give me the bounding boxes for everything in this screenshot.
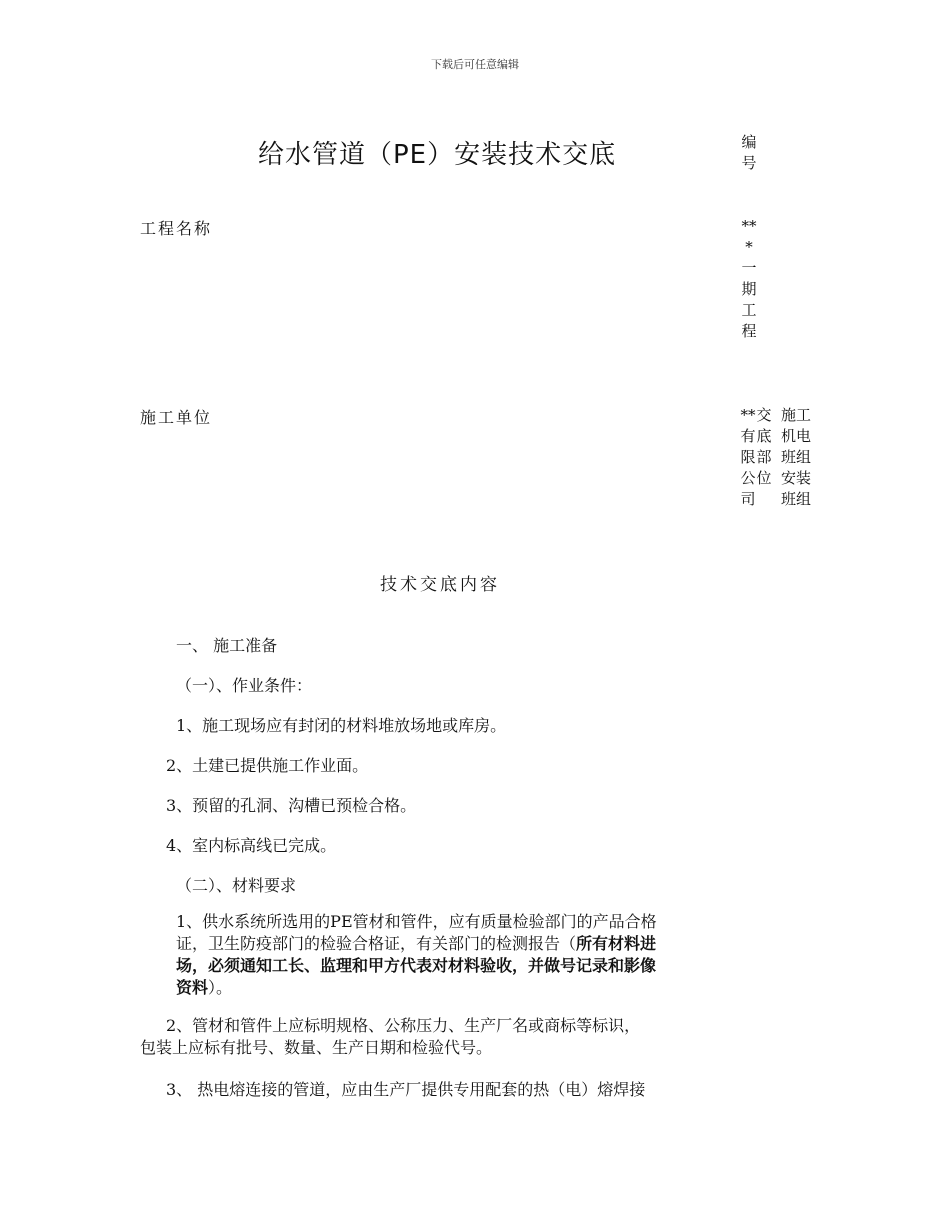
condition-item-4: 4、室内标高线已完成。 — [166, 836, 337, 855]
condition-item-3: 3、预留的孔洞、沟槽已预检合格。 — [166, 796, 417, 815]
material-item-1-line-3: 场，必须通知工长、监理和甲方代表对材料验收，并做号记录和影像 — [176, 956, 657, 975]
page-header-note: 下载后可任意编辑 — [431, 58, 519, 71]
number-label: 编号 — [741, 133, 757, 172]
material-item-2-line-1: 2、管材和管件上应标明规格、公称压力、生产厂名或商标等标识， — [166, 1016, 641, 1035]
sub-heading-conditions: （一）、作业条件： — [176, 676, 313, 695]
project-name-value: ***一期工程 — [741, 217, 757, 340]
material-item-1-line-4: 资料）。 — [176, 978, 233, 997]
section-title: 技术交底内容 — [380, 575, 500, 595]
sub-heading-materials: （二）、材料要求 — [176, 876, 297, 895]
material-item-1-line-2: 证，卫生防疫部门的检验合格证，有关部门的检测报告（所有材料进 — [176, 934, 657, 953]
project-name-label: 工程名称 — [140, 219, 213, 238]
disclosure-part-value: 交底部位 — [756, 406, 772, 487]
material-item-1-line-1: 1、供水系统所选用的PE管材和管件，应有质量检验部门的产品合格 — [176, 912, 657, 931]
part-heading-1: 一、 施工准备 — [176, 636, 278, 655]
construction-unit-value: **有限公司 — [740, 406, 756, 508]
construction-unit-label: 施工单位 — [140, 408, 213, 427]
material-item-3: 3、 热电熔连接的管道，应由生产厂提供专用配套的热（电）熔焊接 — [166, 1080, 646, 1099]
condition-item-2: 2、土建已提供施工作业面。 — [166, 756, 369, 775]
material-item-1 — [176, 911, 746, 999]
material-item-2 — [140, 1015, 740, 1059]
condition-item-1: 1、施工现场应有封闭的材料堆放场地或库房。 — [176, 716, 507, 735]
document-title: 给水管道（PE）安装技术交底 — [258, 140, 617, 170]
material-item-2-line-2: 包装上应标有批号、数量、生产日期和检验代号。 — [140, 1038, 493, 1057]
receiving-team-value: 施工机电班组安装班组 — [780, 406, 811, 508]
